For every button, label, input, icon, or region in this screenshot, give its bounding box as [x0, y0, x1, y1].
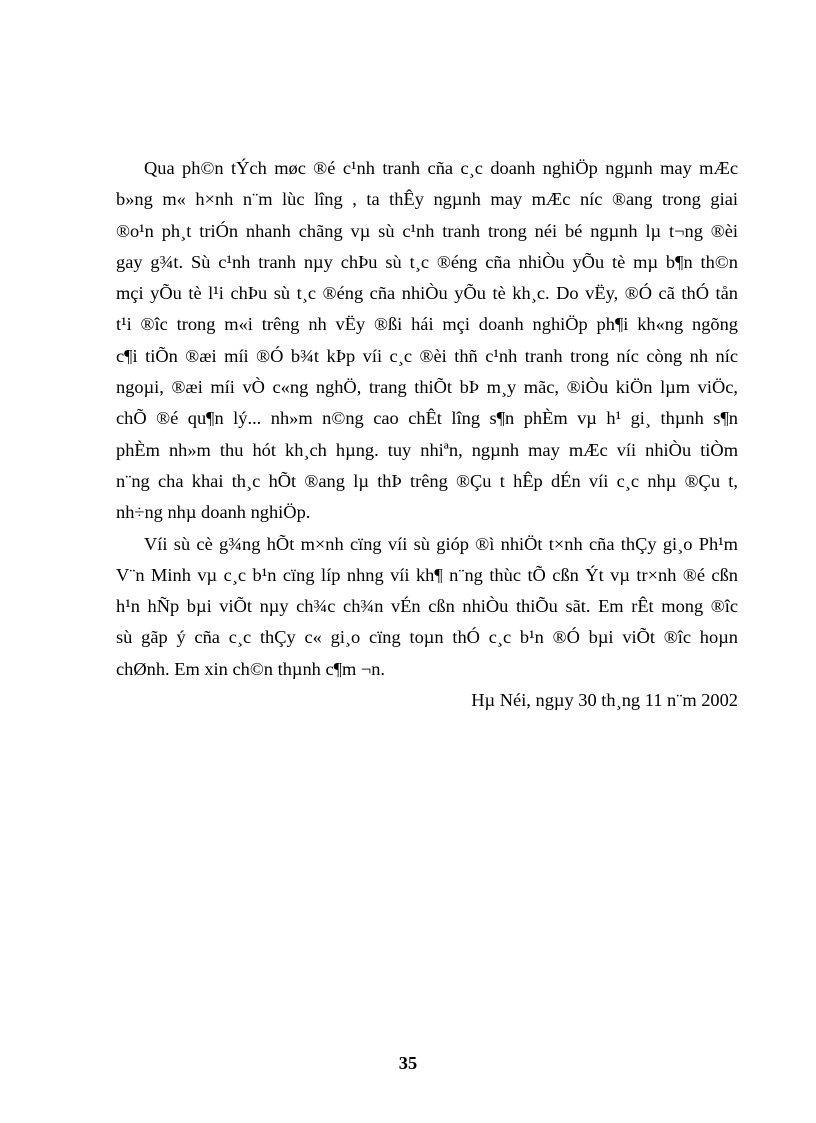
text-line: Qua ph©n tÝch møc ®é c¹nh tranh cña c¸c doanh nghiÖp ngµnh may mÆc — [144, 158, 738, 178]
page-number: 35 — [398, 1053, 418, 1073]
text-line: b»ng m« h×nh n¨m lùc lîng , ta thÊy ngµnh may mÆc níc ®ang trong giai — [116, 189, 738, 210]
text-line: ®o¹n ph¸t triÓn nhanh chãng vµ sù c¹nh tranh trong néi bé ngµnh lµ t¬ng ®èi — [116, 220, 738, 241]
text-line: nh÷ng nhµ doanh nghiÖp. — [116, 502, 311, 523]
text-line: h¹n hÑp bµi viÕt nµy ch¾c ch¾n vÉn cßn nhiÒu thiÕu sãt. Em rÊt mong ®îc — [116, 596, 738, 617]
text-line: c¶i tiÕn ®æi míi ®Ó b¾t kÞp víi c¸c ®èi thñ c¹nh tranh trong níc còng nh níc — [116, 345, 738, 366]
text-line: sù gãp ý cña c¸c thÇy c« gi¸o cïng toµn thÓ c¸c b¹n ®Ó bµi viÕt ®îc hoµn — [116, 627, 738, 648]
paragraph-2 — [116, 529, 738, 685]
text-line: chÕ ®é qu¶n lý... nh»m n©ng cao chÊt lîng s¶n phÈm vµ h¹ gi¸ thµnh s¶n — [116, 408, 738, 429]
text-line: t¹i ®îc trong m«i trêng nh vËy ®ßi hái mçi doanh nghiÖp ph¶i kh«ng ngõng — [116, 314, 738, 335]
text-line: gay g¾t. Sù c¹nh tranh nµy chÞu sù t¸c ®éng cña nhiÒu yÕu tè mµ b¶n th©n — [116, 251, 738, 272]
page-content — [116, 153, 738, 716]
paragraph-1 — [116, 153, 738, 529]
text-line: ngoµi, ®æi míi vÒ c«ng nghÖ, trang thiÕt bÞ m¸y mãc, ®iÒu kiÖn lµm viÖc, — [116, 377, 738, 398]
signature-date: Hµ Néi, ngµy 30 th¸ng 11 n¨m 2002 — [471, 690, 738, 711]
text-line: mçi yÕu tè l¹i chÞu sù t¸c ®éng cña nhiÒu yÕu tè kh¸c. Do vËy, ®Ó cã thÓ tån — [116, 283, 738, 304]
text-line: chØnh. Em xin ch©n thµnh c¶m ¬n. — [116, 658, 386, 679]
text-line: V¨n Minh vµ c¸c b¹n cïng líp nhng víi kh¶ n¨ng thùc tÕ cßn Ýt vµ tr×nh ®é cßn — [116, 564, 738, 585]
text-line: phÈm nh»m thu hót kh¸ch hµng. tuy nhiªn, ngµnh may mÆc víi nhiÒu tiÒm — [116, 439, 738, 460]
text-line: Víi sù cè g¾ng hÕt m×nh cïng víi sù gióp ®ì nhiÖt t×nh cña thÇy gi¸o Ph¹m — [144, 533, 738, 554]
text-line: n¨ng cha khai th¸c hÕt ®ang lµ thÞ trêng ®Çu t hÊp dÉn víi c¸c nhµ ®Çu t, — [116, 470, 738, 491]
